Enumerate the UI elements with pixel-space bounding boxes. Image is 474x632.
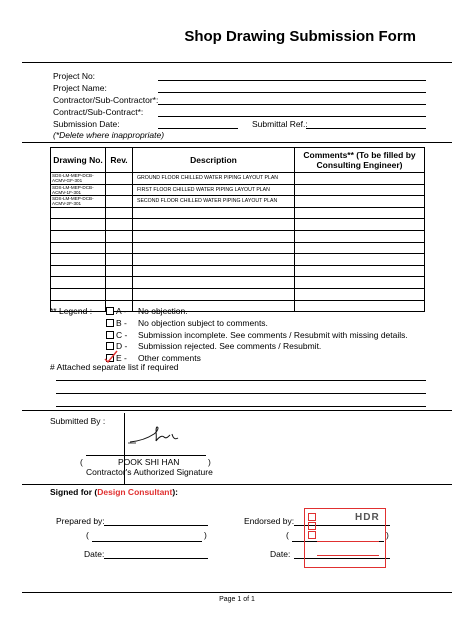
legend-checkbox-d[interactable] (106, 342, 114, 350)
legend-text: No objection subject to comments. (138, 317, 268, 328)
cell-description[interactable] (133, 277, 295, 289)
legend-code: B - (116, 317, 127, 328)
contractor-field[interactable] (158, 104, 426, 105)
cell-comments[interactable] (295, 173, 425, 185)
project-no-field[interactable] (158, 80, 426, 81)
header-description: Description (133, 148, 295, 173)
cell-rev[interactable] (106, 230, 133, 242)
cell-description[interactable] (133, 242, 295, 254)
cell-comments[interactable] (295, 265, 425, 277)
prepared-close-paren: ) (204, 530, 207, 540)
cell-rev[interactable] (106, 184, 133, 196)
prepared-date-label: Date: (84, 549, 105, 559)
submitted-open-paren: ( (80, 457, 83, 467)
notes-line-3[interactable] (56, 406, 426, 407)
legend-code: C - (116, 329, 128, 340)
prepared-by-name-line[interactable] (92, 541, 202, 542)
legend-label: ** Legend : (50, 306, 93, 316)
table-row (51, 219, 425, 231)
cell-comments[interactable] (295, 277, 425, 289)
cell-drawing-no[interactable] (51, 265, 106, 277)
legend-checkbox-e[interactable] (106, 354, 114, 362)
submitted-by-label: Submitted By : (50, 416, 106, 426)
signature-caption: Contractor's Authorized Signature (86, 467, 213, 477)
cell-drawing-no[interactable] (51, 230, 106, 242)
cell-rev[interactable] (106, 288, 133, 300)
form-title: Shop Drawing Submission Form (184, 28, 416, 45)
contractor-signature (126, 424, 186, 448)
cell-drawing-no[interactable]: SDS-LM-MEP-DCB- ACMV-1F-301 (51, 184, 106, 196)
endorsed-date-label: Date: (270, 549, 291, 559)
notes-line-2[interactable] (56, 393, 426, 394)
cell-description[interactable] (133, 230, 295, 242)
contract-label: Contract/Sub-Contract*: (53, 107, 144, 117)
cell-comments[interactable] (295, 242, 425, 254)
prepared-by-signature-line[interactable] (104, 525, 208, 526)
project-name-field[interactable] (158, 92, 426, 93)
cell-rev[interactable] (106, 173, 133, 185)
cell-description[interactable] (133, 219, 295, 231)
cell-drawing-no[interactable] (51, 288, 106, 300)
submission-date-field[interactable] (158, 128, 238, 129)
legend-checkbox-c[interactable] (106, 331, 114, 339)
cell-rev[interactable] (106, 265, 133, 277)
contract-field[interactable] (158, 116, 426, 117)
submission-date-label: Submission Date: (53, 119, 120, 129)
table-row (51, 173, 425, 185)
cell-comments[interactable] (295, 184, 425, 196)
consultant-stamp (304, 508, 386, 568)
cell-rev[interactable] (106, 196, 133, 208)
cell-description[interactable] (133, 265, 295, 277)
section-divider-1 (22, 142, 452, 143)
cell-drawing-no[interactable]: SDS-LM-MEP-DCB- ACMV-2F-301 (51, 196, 106, 208)
cell-drawing-no[interactable] (51, 277, 106, 289)
cell-drawing-no[interactable] (51, 254, 106, 266)
cell-description[interactable]: FIRST FLOOR CHILLED WATER PIPING LAYOUT PLAN (133, 184, 295, 196)
table-row (51, 207, 425, 219)
cell-rev[interactable] (106, 242, 133, 254)
cell-drawing-no[interactable] (51, 207, 106, 219)
cell-comments[interactable] (295, 219, 425, 231)
table-row (51, 265, 425, 277)
page-number: Page 1 of 1 (219, 596, 255, 603)
design-consultant-label: Design Consultant (97, 487, 173, 497)
prepared-date-field[interactable] (104, 558, 208, 559)
table-row (51, 242, 425, 254)
legend-checkbox-b[interactable] (106, 319, 114, 327)
cell-description[interactable]: GROUND FLOOR CHILLED WATER PIPING LAYOUT PLAN (133, 173, 295, 185)
legend-text: Other comments (138, 353, 201, 364)
drawing-table (50, 147, 425, 312)
notes-line-1[interactable] (56, 380, 426, 381)
cell-description[interactable] (133, 207, 295, 219)
cell-rev[interactable] (106, 219, 133, 231)
endorsed-open-paren: ( (286, 530, 289, 540)
cell-rev[interactable] (106, 254, 133, 266)
cell-comments[interactable] (295, 288, 425, 300)
table-row (51, 196, 425, 208)
delete-note: (*Delete where inappropriate) (53, 130, 165, 140)
footer-divider (22, 592, 452, 593)
legend-text: Submission rejected. See comments / Resubmit. (138, 341, 322, 352)
cell-comments[interactable] (295, 196, 425, 208)
cell-comments[interactable] (295, 300, 425, 312)
stamp-line-1 (317, 541, 379, 542)
submittal-ref-label: Submittal Ref.: (252, 119, 308, 129)
section-divider-2 (22, 410, 452, 411)
signed-for-label: Signed for (Design Consultant): (50, 487, 178, 497)
cell-drawing-no[interactable]: SDS-LM-MEP-DCB- ACMV-GF-301 (51, 173, 106, 185)
title-underline (22, 62, 452, 63)
submittal-ref-field[interactable] (306, 128, 426, 129)
attached-note: # Attached separate list if required (50, 362, 179, 372)
cell-comments[interactable] (295, 207, 425, 219)
stamp-box-3 (308, 531, 316, 539)
section-divider-3 (22, 484, 452, 485)
contractor-label: Contractor/Sub-Contractor*: (53, 95, 159, 105)
cell-description[interactable]: SECOND FLOOR CHILLED WATER PIPING LAYOUT PLAN (133, 196, 295, 208)
table-row (51, 288, 425, 300)
header-drawing-no: Drawing No. (51, 148, 106, 173)
project-no-label: Project No: (53, 71, 96, 81)
cell-drawing-no[interactable] (51, 242, 106, 254)
stamp-box-2 (308, 522, 316, 530)
legend-checkbox-a[interactable] (106, 307, 114, 315)
legend-code: D - (116, 341, 128, 352)
cell-rev[interactable] (106, 277, 133, 289)
endorsed-close-paren: ) (386, 530, 389, 540)
cell-drawing-no[interactable] (51, 219, 106, 231)
table-row (51, 254, 425, 266)
cell-description[interactable] (133, 288, 295, 300)
header-comments: Comments** (To be filled by Consulting Engineer) (295, 148, 425, 173)
table-row (51, 184, 425, 196)
table-row (51, 277, 425, 289)
legend-text: No objection. (138, 306, 188, 316)
submitter-name: POOK SHI HAN (118, 457, 180, 467)
endorsed-by-label: Endorsed by: (244, 516, 295, 526)
legend-code: A - (116, 306, 127, 316)
cell-comments[interactable] (295, 254, 425, 266)
signature-line[interactable] (86, 455, 206, 456)
table-header-row (51, 148, 425, 173)
legend-code: E - (116, 353, 127, 364)
hdr-logo: HDR (355, 512, 380, 523)
cell-comments[interactable] (295, 230, 425, 242)
table-row (51, 230, 425, 242)
cell-description[interactable] (133, 254, 295, 266)
stamp-line-2 (317, 555, 379, 556)
cell-rev[interactable] (106, 207, 133, 219)
legend-text: Submission incomplete. See comments / Resubmit with missing details. (138, 329, 408, 340)
header-rev: Rev. (106, 148, 133, 173)
stamp-box-1 (308, 513, 316, 521)
project-name-label: Project Name: (53, 83, 107, 93)
submitted-close-paren: ) (208, 457, 211, 467)
prepared-open-paren: ( (86, 530, 89, 540)
prepared-by-label: Prepared by: (56, 516, 105, 526)
